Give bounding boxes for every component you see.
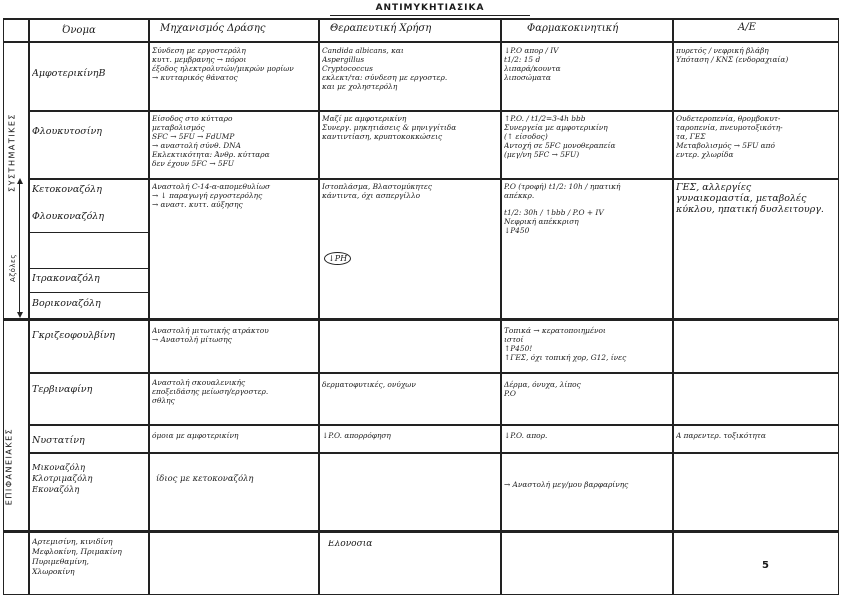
grid-hline bbox=[3, 18, 839, 20]
ketoconazole-use: Ιστοπλάσμα, Βλαστομύκητες κάντιντα, όχι ασπεργίλλο bbox=[322, 182, 433, 200]
azole-bracket-line bbox=[19, 182, 20, 314]
terbinafine-use: δερματοφυτικές, ονύχων bbox=[322, 380, 416, 389]
ph-circle bbox=[324, 246, 351, 265]
nystatin-mechanism: όμοια με αμφοτερικίνη bbox=[152, 431, 239, 440]
grid-hline bbox=[28, 232, 148, 233]
grid-hline bbox=[28, 372, 839, 374]
grid-hline bbox=[3, 530, 839, 533]
nystatin-ae: Α παρεντερ. τοξικότητα bbox=[676, 431, 766, 440]
grid-hline bbox=[3, 318, 839, 321]
grid-hline bbox=[28, 452, 839, 454]
title-underline bbox=[330, 15, 530, 16]
page-title: ΑΝΤΙΜΥΚΗΤΙΑΣΙΚΑ bbox=[375, 3, 485, 13]
grid-vline bbox=[28, 18, 30, 595]
header-pk: Φαρμακοκινητική bbox=[527, 23, 619, 34]
grid-hline bbox=[28, 292, 148, 293]
grid-hline bbox=[28, 178, 839, 180]
amphotericin-mechanism: Σύνδεση με εργοστερόλη κυττ. μεμβρανης → πόροι έξοδος ηλεκτρολυτών/μικρών μορίων → κυτταρικός θάνατος bbox=[152, 46, 294, 82]
flucytosine-mechanism: Είσοδος στο κύτταρο μεταβολισμός SFC → 5FU → FdUMP → αναστολή σύνθ. DNA Εκλεκτικότητα: Άνθρ. κύτταρα δεν έχουν 5FC → 5FU bbox=[152, 114, 270, 168]
arrow-down-icon bbox=[17, 312, 23, 318]
fluconazole-name: Φλουκοναζόλη bbox=[32, 211, 105, 222]
grid-vline bbox=[148, 18, 150, 595]
terbinafine-name: Τερβιναφίνη bbox=[32, 384, 93, 395]
amphotericin-pk: ↓P.O απορ / IV t1/2: 15 d λιπαρά/κουντα λιποσώματα bbox=[504, 46, 561, 82]
group-label-azoles: Αζόλες bbox=[9, 254, 17, 282]
ketoconazole-name: Κετοκοναζόλη bbox=[32, 184, 102, 195]
flucytosine-pk: ↑P.O. / t1/2=3-4h bbb Συνεργεία με αμφοτερικίνη (↑ είσοδος) Αντοχή σε 5FC μονοθεραπεία (μεγ/νη 5FC → 5FU) bbox=[504, 114, 616, 159]
amphotericin-use: Candida albicans, και Aspergillus Cryptococcus εκλεκτ/τα: σύνδεση με εργοστερ. και με χοληστερόλη bbox=[322, 46, 448, 91]
grid-vline bbox=[500, 18, 502, 595]
griseofulvin-mechanism: Αναστολή μιτωτικής ατράκτου → Αναστολή μίτωσης bbox=[152, 326, 269, 344]
header-use: Θεραπευτική Χρήση bbox=[330, 23, 432, 34]
arrow-up-icon bbox=[17, 178, 23, 184]
griseofulvin-pk: Τοπικά → κερατοποιημένοι ιστοί ↑P450! ↑ΓΕΣ, όχι τοπική χορ, G12, ίνες bbox=[504, 326, 627, 362]
miconazole-group-mechanism: ίδιος με κετοκοναζόλη bbox=[156, 474, 254, 483]
flucytosine-ae: Ουδετεροπενία, θρομβοκυτ- ταροπενία, πνευμοτοξικότη- τα, ΓΕΣ Μεταβολισμός → 5FU από εντερ. χλωρίδα bbox=[676, 114, 783, 159]
griseofulvin-name: Γκριζεοφουλβίνη bbox=[32, 330, 115, 341]
nystatin-name: Νυστατίνη bbox=[32, 435, 85, 446]
fluconazole-pk: t1/2: 30h / ↑bbb / P.O + IV Νεφρική απέκκριση ↓P450 bbox=[504, 208, 604, 235]
terbinafine-mechanism: Αναστολή σκουαλενικής εποξειδάσης μείωση/εργοστερ. σθλης bbox=[152, 378, 269, 405]
grid-vline bbox=[672, 18, 674, 595]
amphotericin-name: ΑμφοτερικίνηΒ bbox=[32, 68, 106, 79]
nystatin-use: ↓P.O. απορρόφηση bbox=[322, 431, 391, 440]
other-name: Αρτεμισίνη, κινιδίνη Μεφλοκίνη, Πριμακίνη Πυριμεθαμίνη, Χλωροκίνη bbox=[32, 537, 122, 576]
ketoconazole-ae: ΓΕΣ, αλλεργίες γυναικομαστία, μεταβολές κύκλου, ηπατική δυσλειτουργ. bbox=[676, 182, 824, 215]
terbinafine-pk: Δέρμα, όνυχα, λίπος P.O bbox=[504, 380, 581, 398]
miconazole-group-name: Μικοναζόλη Κλοτριμαζόλη Εκοναζόλη bbox=[32, 462, 93, 494]
amphotericin-ae: πυρετός / νεφρική βλάβη Υπόταση / ΚΝΣ (ενδοραχιαία) bbox=[676, 46, 789, 64]
other-use: Ελονοσία bbox=[328, 540, 373, 549]
flucytosine-name: Φλουκυτοσίνη bbox=[32, 126, 102, 137]
voriconazole-name: Βορικοναζόλη bbox=[32, 298, 101, 309]
grid-vline bbox=[318, 18, 320, 595]
group-label-topical: ΕΠΙΦΑΝΕΙΑΚΕΣ bbox=[4, 427, 14, 506]
nystatin-pk: ↓P.O. απορ. bbox=[504, 431, 548, 440]
header-name: Όνομα bbox=[62, 25, 96, 36]
grid-hline bbox=[3, 41, 839, 43]
page-number: 5 bbox=[762, 560, 769, 571]
itraconazole-name: Ιτρακοναζόλη bbox=[32, 273, 100, 284]
grid-hline bbox=[28, 268, 148, 269]
ketoconazole-pk: P.O (τροφή) t1/2: 10h / ηπατική απέκκρ. bbox=[504, 182, 621, 200]
header-ae: Α/Ε bbox=[738, 22, 756, 33]
flucytosine-use: Μαζί με αμφοτερικίνη Συνεργ. μηκητιάσεις & μηνιγγίτιδα καντιντίαση, κρυπτοκοκκώσεις bbox=[322, 114, 457, 141]
grid-hline bbox=[28, 424, 839, 426]
ketoconazole-mechanism: Αναστολή C-14-α-απομεθυλίωσ → ↓ παραγωγή εργοστερόλης → αναστ. κυττ. αύξησης bbox=[152, 182, 271, 209]
grid-hline bbox=[28, 110, 839, 112]
grid-vline bbox=[838, 18, 839, 595]
header-mechanism: Μηχανισμός Δράσης bbox=[160, 23, 266, 34]
miconazole-group-pk: → Αναστολή μεγ/μου βαρφαρίνης bbox=[504, 480, 629, 489]
ph-label: ↓PH bbox=[324, 252, 351, 265]
group-label-systemic: ΣΥΣΤΗΜΑΤΙΚΕΣ bbox=[7, 113, 17, 192]
